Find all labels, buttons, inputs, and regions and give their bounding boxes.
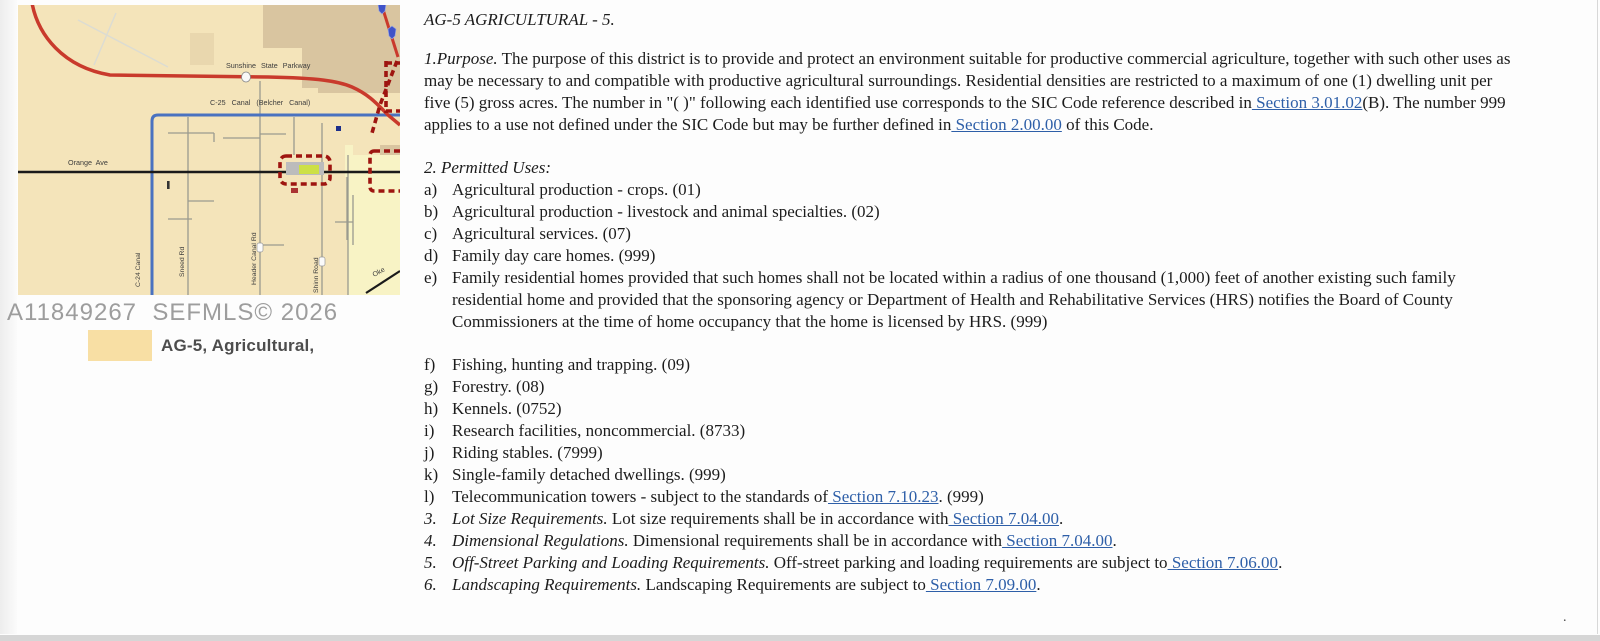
text-run: Dimensional Regulations. xyxy=(452,531,629,550)
section-link[interactable]: Section 7.04.00 xyxy=(948,509,1059,528)
list-item-b xyxy=(424,201,1518,223)
list-item-text xyxy=(452,179,1518,201)
permitted-uses-heading xyxy=(424,157,1518,179)
list-item-3 xyxy=(424,508,1518,530)
zoning-legend xyxy=(88,330,314,361)
map-blue-marker xyxy=(336,126,341,131)
text-run: . xyxy=(1036,575,1041,594)
list-marker: i) xyxy=(424,421,435,440)
map-turnpike-shield xyxy=(242,72,251,82)
text-run: Off-street parking and loading requirements are subject to xyxy=(769,553,1168,572)
map-parcel-highlight xyxy=(299,165,319,174)
text-run: Fishing, hunting and trapping. (09) xyxy=(452,355,690,374)
list-marker: 5. xyxy=(424,553,437,572)
section-link[interactable]: Section 7.10.23 xyxy=(828,487,939,506)
list-marker: b) xyxy=(424,202,439,221)
list-item-text xyxy=(452,354,1518,376)
list-item-text xyxy=(452,245,1518,267)
list-marker: j) xyxy=(424,443,435,462)
legend-label: AG-5, Agricultural, xyxy=(161,335,315,355)
text-run: Single-family detached dwellings. (999) xyxy=(452,465,726,484)
spacer xyxy=(424,333,1518,354)
list-item-g xyxy=(424,376,1518,398)
list-item-text xyxy=(452,508,1518,530)
list-item-a xyxy=(424,179,1518,201)
text-run: Lot size requirements shall be in accordance with xyxy=(607,509,949,528)
text-run: Lot Size Requirements. xyxy=(452,509,608,528)
text-run: . xyxy=(1278,553,1283,572)
list-item-l xyxy=(424,486,1518,508)
page-bottom-edge xyxy=(0,635,1600,641)
text-run: (B). The number 999 applies to a use not defined under the SIC Code but may be further defined in xyxy=(424,93,1506,134)
list-item-f xyxy=(424,354,1518,376)
text-run: Family day care homes. (999) xyxy=(452,246,656,265)
text-run: 2. Permitted Uses: xyxy=(424,158,552,177)
section-link[interactable]: Section 2.00.00 xyxy=(951,115,1062,134)
zoning-map-svg xyxy=(18,5,400,295)
list-marker: k) xyxy=(424,465,439,484)
map-label-c24-canal: C-24 Canal xyxy=(135,252,142,287)
list-item-k xyxy=(424,464,1518,486)
map-label-canal25: C-25 Canal (Belcher Canal) xyxy=(210,98,311,107)
text-run: Riding stables. (7999) xyxy=(452,443,603,462)
legend-color-swatch xyxy=(88,330,152,361)
map-tick-marker xyxy=(167,181,170,189)
list-item-c xyxy=(424,223,1518,245)
map-label-parkway: Sunshine State Parkway xyxy=(226,61,311,70)
list-marker: e) xyxy=(424,268,438,287)
map-label-header-canal-rd: Header Canal Rd xyxy=(251,232,258,285)
list-marker: 4. xyxy=(424,531,437,550)
list-marker: a) xyxy=(424,180,438,199)
text-run: AG-5 AGRICULTURAL - 5. xyxy=(424,10,615,29)
list-marker: 3. xyxy=(424,509,437,528)
text-run: Research facilities, noncommercial. (8733) xyxy=(452,421,746,440)
list-item-text xyxy=(452,398,1518,420)
list-item-text xyxy=(452,486,1518,508)
list-item-text xyxy=(452,420,1518,442)
doc-title xyxy=(424,9,1518,31)
list-item-text xyxy=(452,574,1518,596)
text-run: . xyxy=(1112,531,1117,550)
list-item-6 xyxy=(424,574,1518,596)
list-item-5 xyxy=(424,552,1518,574)
text-run: Kennels. (0752) xyxy=(452,399,562,418)
list-item-text xyxy=(452,223,1518,245)
list-item-d xyxy=(424,245,1518,267)
spacer xyxy=(424,31,1518,48)
list-marker: l) xyxy=(424,487,435,506)
trailing-dot: . xyxy=(1563,610,1567,625)
list-marker: g) xyxy=(424,377,439,396)
text-run: Telecommunication towers - subject to the standards of xyxy=(452,487,829,506)
text-run: Agricultural production - livestock and animal specialties. (02) xyxy=(452,202,880,221)
mls-watermark: A11849267 SEFMLS© 2026 xyxy=(7,299,339,326)
list-item-text xyxy=(452,530,1518,552)
map-route-shield-small xyxy=(291,188,298,193)
map-label-shinn-road: Shinn Road xyxy=(313,257,320,293)
map-label-sneed-rd: Sneed Rd xyxy=(179,246,186,277)
list-item-text xyxy=(452,201,1518,223)
section-link[interactable]: Section 3.01.02 xyxy=(1251,93,1363,112)
text-run: Agricultural production - crops. (01) xyxy=(452,180,701,199)
zoning-map-image xyxy=(18,5,400,295)
text-run: . xyxy=(1058,509,1064,528)
text-run: Forestry. (08) xyxy=(452,377,545,396)
map-label-orange-ave: Orange Ave xyxy=(68,158,108,167)
list-marker: c) xyxy=(424,224,438,243)
list-item-text xyxy=(452,267,1518,333)
section-link[interactable]: Section 7.06.00 xyxy=(1167,553,1279,572)
text-run: . (999) xyxy=(938,487,984,506)
map-tan-patch xyxy=(190,33,214,65)
section-link[interactable]: Section 7.09.00 xyxy=(925,575,1037,594)
list-item-4 xyxy=(424,530,1518,552)
list-item-text xyxy=(452,552,1518,574)
list-marker: f) xyxy=(424,355,436,374)
map-label-oke: Oke xyxy=(371,266,387,279)
list-item-i xyxy=(424,420,1518,442)
list-item-text xyxy=(452,442,1518,464)
list-item-h xyxy=(424,398,1518,420)
section-link[interactable]: Section 7.04.00 xyxy=(1002,531,1113,550)
text-run: Agricultural services. (07) xyxy=(452,224,631,243)
text-run: Landscaping Requirements are subject to xyxy=(641,575,926,594)
text-run: of this Code. xyxy=(1061,115,1154,134)
list-item-e xyxy=(424,267,1518,333)
text-run: The purpose of this district is to provide and protect an environment suitable for productive commercial agriculture, together with such other uses as may be necessary to and compatible with productive agricultural surroundings. Residential densities are restricted to a maximum of one (1) dwelling unit per five (5) gross acres. The number in "( )" following each identified use corresponds to the SIC Code reference described in xyxy=(424,49,1511,112)
document-body xyxy=(424,9,1518,596)
text-run: 1.Purpose. xyxy=(424,49,498,68)
list-item-j xyxy=(424,442,1518,464)
text-run: Family residential homes provided that such homes shall not be located within a radius of one thousand (1,000) feet of another existing such family residential home and provided that the sponsoring agency or Department of Health and Rehabilitative Services (HRS) notifies the Board of County Commissioners at the time of home occupancy that the home is licensed by HRS. (999) xyxy=(452,268,1456,331)
text-run: Landscaping Requirements. xyxy=(452,575,642,594)
text-run: Dimensional requirements shall be in accordance with xyxy=(628,531,1003,550)
spacer xyxy=(424,136,1518,157)
list-item-text xyxy=(452,376,1518,398)
list-marker: 6. xyxy=(424,575,437,594)
list-item-text xyxy=(452,464,1518,486)
list-marker: h) xyxy=(424,399,439,418)
list-marker: d) xyxy=(424,246,439,265)
page-right-edge xyxy=(1597,0,1598,634)
text-run: Off-Street Parking and Loading Requirements. xyxy=(452,553,770,572)
purpose-paragraph xyxy=(424,48,1518,136)
